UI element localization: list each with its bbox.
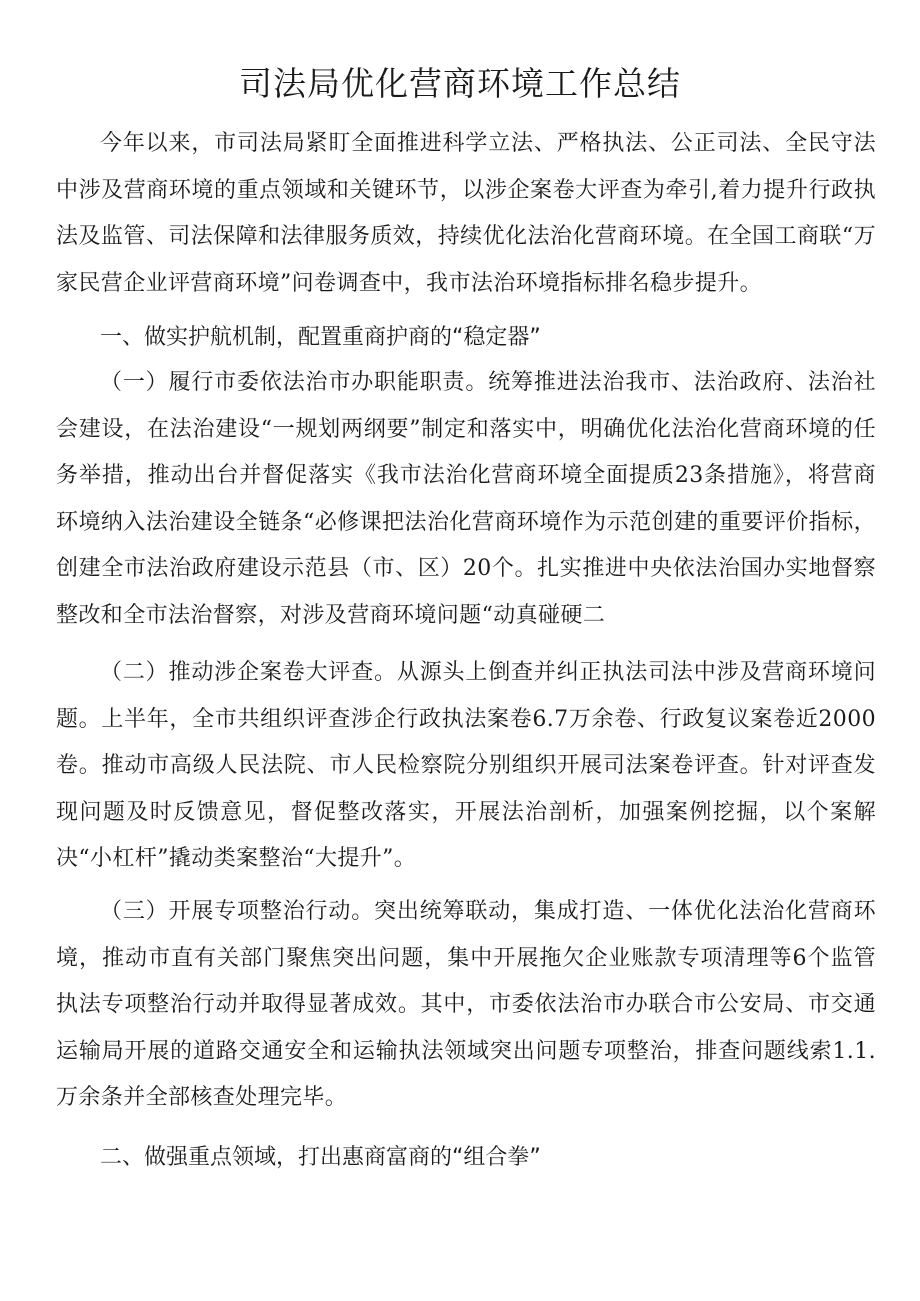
document-title: 司法局优化营商环境工作总结 [239,64,681,103]
section1-paragraph-2: （二）推动涉企案卷大评查。从源头上倒查并纠正执法司法中涉及营商环境问题。上半年，全市共组织评查涉企行政执法案卷6.7万余卷、行政复议案卷近2000卷。推动市高级人民法院、市人民检察院分别组织开展司法案卷评查。针对评查发现问题及时反馈意见，督促整改落实，开展法治剖析，加强案例挖掘，以个案解决“小杠杆”撬动类案整治“大提升”。 [56,660,876,871]
section1-paragraph-1: （一）履行市委依法治市办职能职责。统筹推进法治我市、法治政府、法治社会建设，在法治建设“一规划两纲要”制定和落实中，明确优化法治化营商环境的任务举措，推动出台并督促落实《我市法治化营商环境全面提质23条措施》，将营商环境纳入法治建设全链条“必修课把法治化营商环境作为示范创建的重要评价指标，创建全市法治政府建设示范县（市、区）20个。扎实推进中央依法治国办实地督察整改和全市法治督察，对涉及营商环境问题“动真碰硬二 [56,370,876,628]
intro-paragraph: 今年以来，市司法局紧盯全面推进科学立法、严格执法、公正司法、全民守法中涉及营商环境的重点领域和关键环节，以涉企案卷大评查为牵引,着力提升行政执法及监管、司法保障和法律服务质效，持续优化法治化营商环境。在全国工商联“万家民营企业评营商环境”问卷调查中，我市法治环境指标排名稳步提升。 [56,131,876,296]
section1-paragraph-3: （三）开展专项整治行动。突出统筹联动，集成打造、一体优化法治化营商环境，推动市直有关部门聚焦突出问题，集中开展拖欠企业账款专项清理等6个监管执法专项整治行动并取得显著成效。其中，市委依法治市办联合市公安局、市交通运输局开展的道路交通安全和运输执法领域突出问题专项整治，排查问题线索1.1.万余条并全部核查处理完毕。 [56,899,876,1110]
section-heading-1: 一、做实护航机制，配置重商护商的“稳定器” [100,325,541,350]
section-heading-2: 二、做强重点领域，打出惠商富商的“组合拳” [100,1145,541,1170]
